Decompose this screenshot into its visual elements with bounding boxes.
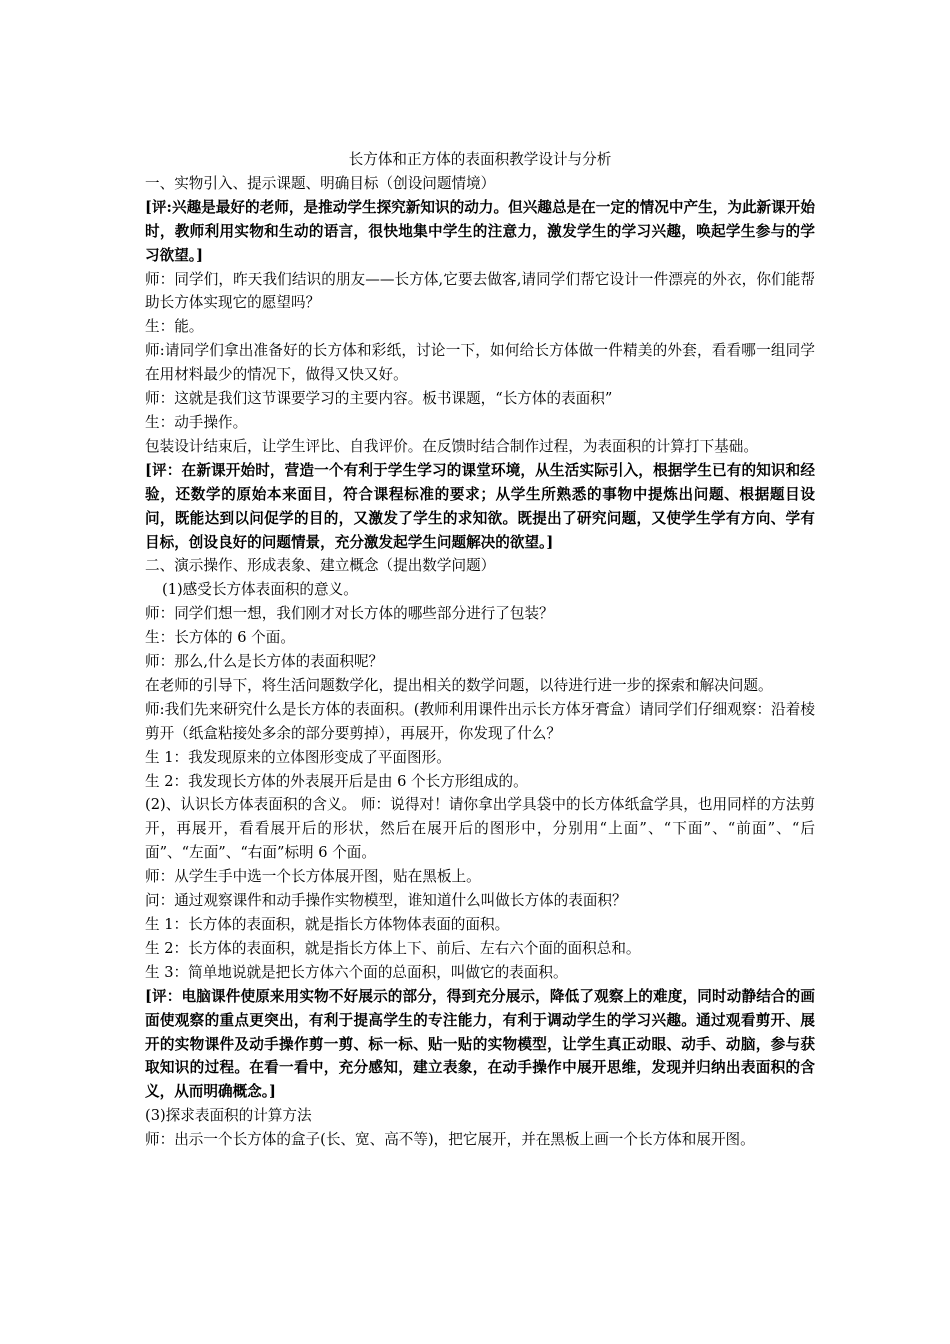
sub-heading-3: (3)探求表面积的计算方法 bbox=[145, 1107, 312, 1125]
comment-paragraph-2: [评：在新课开始时，营造一个有利于学生学习的课堂环境，从生活实际引入，根据学生已有的知识和经验，还数学的原始本来面目，符合课程标准的要求；从学生所熟悉的事物中提炼出问题、根据题目设问，既能达到以问促学的目的，又激发了学生的求知欲。既提出了研究问题，又使学生学有方向、学有目标，创设良好的问题情景，充分激发起学生问题解决的欲望。] bbox=[145, 461, 815, 551]
section-heading-2: 二、演示操作、形成表象、建立概念（提出数学问题） bbox=[145, 557, 496, 575]
dialogue-line: 生 1：长方体的表面积，就是指长方体物体表面的面积。 bbox=[145, 916, 510, 933]
section-heading-1: 一、实物引入、提示课题、明确目标（创设问题情境） bbox=[145, 174, 496, 192]
dialogue-line: 师：这就是我们这节课要学习的主要内容。板书课题，“长方体的表面积” bbox=[145, 390, 613, 408]
dialogue-line: 生 1：我发现原来的立体图形变成了平面图形。 bbox=[145, 748, 451, 766]
document-page bbox=[145, 148, 815, 1152]
dialogue-line: 生：动手操作。 bbox=[145, 413, 248, 431]
dialogue-line: 师：同学们，昨天我们结识的朋友——长方体,它要去做客,请同学们帮它设计一件漂亮的外衣，你们能帮助长方体实现它的愿望吗？ bbox=[145, 270, 815, 312]
comment-paragraph-3: [评：电脑课件使原来用实物不好展示的部分，得到充分展示，降低了观察上的难度，同时动静结合的画面使观察的重点更突出，有利于提高学生的专注能力，有利于调动学生的学习兴趣。通过观看剪开、展开的实物课件及动手操作剪一剪、标一标、贴一贴的实物模型，让学生真正动眼、动手、动脑，参与获取知识的过程。在看一看中，充分感知，建立表象，在动手操作中展开思维，发现并归纳出表面积的含义，从而明确概念。] bbox=[145, 987, 815, 1101]
dialogue-line: 生：长方体的 6 个面。 bbox=[145, 629, 295, 647]
dialogue-line: 生 2：我发现长方体的外表展开后是由 6 个长方形组成的。 bbox=[145, 772, 528, 790]
sub-heading-1: (1)感受长方体表面积的意义。 bbox=[162, 581, 358, 599]
dialogue-line: 师：从学生手中选一个长方体展开图，贴在黑板上。 bbox=[145, 868, 481, 886]
dialogue-line: 问：通过观察课件和动手操作实物模型，谁知道什么叫做长方体的表面积？ bbox=[145, 892, 627, 910]
body-paragraph: 包装设计结束后，让学生评比、自我评价。在反馈时结合制作过程，为表面积的计算打下基础。 bbox=[145, 437, 758, 455]
dialogue-line: 生：能。 bbox=[145, 318, 204, 336]
dialogue-line: 师:我们先来研究什么是长方体的表面积。(教师利用课件出示长方体牙膏盒）请同学们仔细观察：沿着棱剪开（纸盒粘接处多余的部分要剪掉），再展开，你发现了什么？ bbox=[145, 700, 815, 742]
dialogue-line: 师：同学们想一想，我们刚才对长方体的哪些部分进行了包装？ bbox=[145, 605, 554, 623]
dialogue-line: 生 2：长方体的表面积，就是指长方体上下、前后、左右六个面的面积总和。 bbox=[145, 939, 641, 957]
dialogue-line: 生 3：简单地说就是把长方体六个面的总面积，叫做它的表面积。 bbox=[145, 963, 568, 981]
sub-heading-2: (2)、认识长方体表面积的含义。 师：说得对！请你拿出学具袋中的长方体纸盒学具，也用同样的方法剪开，再展开，看看展开后的形状，然后在展开后的图形中，分别用“上面”、“下面”、“前面”、“后面”、“左面”、“右面”标明 6 个面。 bbox=[145, 796, 815, 862]
body-paragraph: 在老师的引导下，将生活问题数学化，提出相关的数学问题，以待进行进一步的探索和解决问题。 bbox=[145, 676, 773, 694]
dialogue-line: 师：那么,什么是长方体的表面积呢？ bbox=[145, 653, 384, 671]
dialogue-line: 师：出示一个长方体的盒子(长、宽、高不等)，把它展开，并在黑板上画一个长方体和展开图。 bbox=[145, 1131, 755, 1149]
dialogue-line: 师:请同学们拿出准备好的长方体和彩纸，讨论一下，如何给长方体做一件精美的外套，看看哪一组同学在用材料最少的情况下，做得又快又好。 bbox=[145, 342, 815, 384]
comment-paragraph-1: [评:兴趣是最好的老师，是推动学生探究新知识的动力。但兴趣总是在一定的情况中产生，为此新课开始时，教师利用实物和生动的语言，很快地集中学生的注意力，激发学生的学习兴趣，唤起学生参与的学习欲望。] bbox=[145, 198, 815, 264]
document-title: 长方体和正方体的表面积教学设计与分析 bbox=[348, 151, 612, 168]
